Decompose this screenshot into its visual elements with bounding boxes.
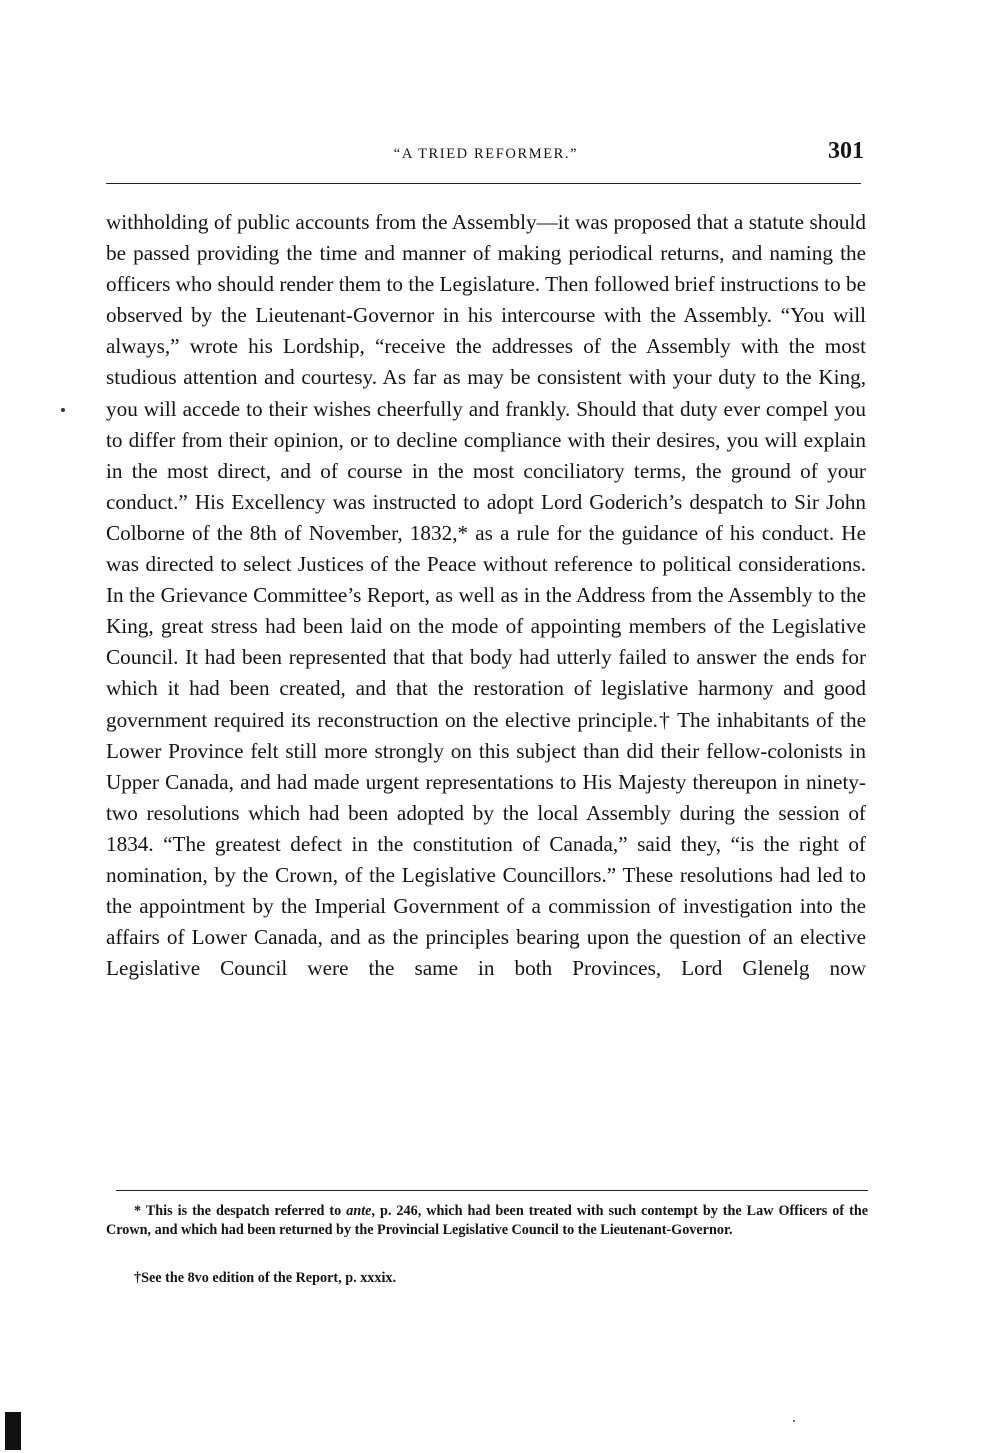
- footnote-1-marker: *: [134, 1203, 142, 1219]
- running-head: [106, 138, 866, 172]
- footnote-1-ante: ante: [346, 1203, 372, 1219]
- footnote-1: [106, 1202, 868, 1239]
- footnote-2-text: See the 8vo edition of the Report, p. xxxix.: [141, 1270, 397, 1286]
- scan-speck: [793, 1420, 795, 1422]
- footnote-1-text-after: , p. 246, which had been treated with such contempt by the Law Officers of the Crown, and which had been returned by the Provincial Legislative Council to the Lieutenant-Governor.: [106, 1203, 869, 1238]
- header-rule: [106, 183, 861, 184]
- margin-dot: [61, 408, 65, 412]
- footnote-2: [106, 1269, 868, 1288]
- body-paragraph: withholding of public accounts from the Assembly—it was proposed that a statute should be passed providing the time and manner of making periodical returns, and naming the officers who should render them to the Legislature. Then followed brief instructions to be observed by the Lieutenant-Governor in his intercourse with the Assembly. “You will always,” wrote his Lordship, “receive the addresses of the Assembly with the most studious attention and courtesy. As far as may be consistent with your duty to the King, you will accede to their wishes cheerfully and frankly. Should that duty ever compel you to differ from their opinion, or to decline compliance with their desires, you will explain in the most direct, and of course in the most conciliatory terms, the ground of your conduct.” His Excellency was instructed to adopt Lord Goderich’s despatch to Sir John Colborne of the 8th of November, 1832,* as a rule for the guidance of his conduct. He was directed to select Justices of the Peace without reference to political considerations. In the Grievance Committee’s Report, as well as in the Address from the Assembly to the King, great stress had been laid on the mode of appointing members of the Legislative Council. It had been represented that that body had utterly failed to answer the ends for which it had been created, and that the restoration of legislative harmony and good government required its reconstruction on the elective principle.† The inhabitants of the Lower Province felt still more strongly on this subject than did their fellow-colonists in Upper Canada, and had made urgent representations to His Majesty thereupon in ninety-two resolutions which had been adopted by the local Assembly during the session of 1834. “The greatest defect in the constitution of Canada,” said they, “is the right of nomination, by the Crown, of the Legislative Councillors.” These resolutions had led to the appointment by the Imperial Government of a commission of investigation into the affairs of Lower Canada, and as the principles bearing upon the question of an elective Legislative Council were the same in both Provinces, Lord Glenelg now: [106, 210, 866, 981]
- footnote-2-marker: †: [134, 1270, 142, 1286]
- scan-edge-mark: [5, 1412, 21, 1450]
- running-title: “A TRIED REFORMER.”: [393, 146, 579, 162]
- footnote-rule: [116, 1190, 868, 1191]
- footnote-1-text-before: This is the despatch referred to: [145, 1203, 347, 1219]
- page-number: 301: [828, 138, 864, 164]
